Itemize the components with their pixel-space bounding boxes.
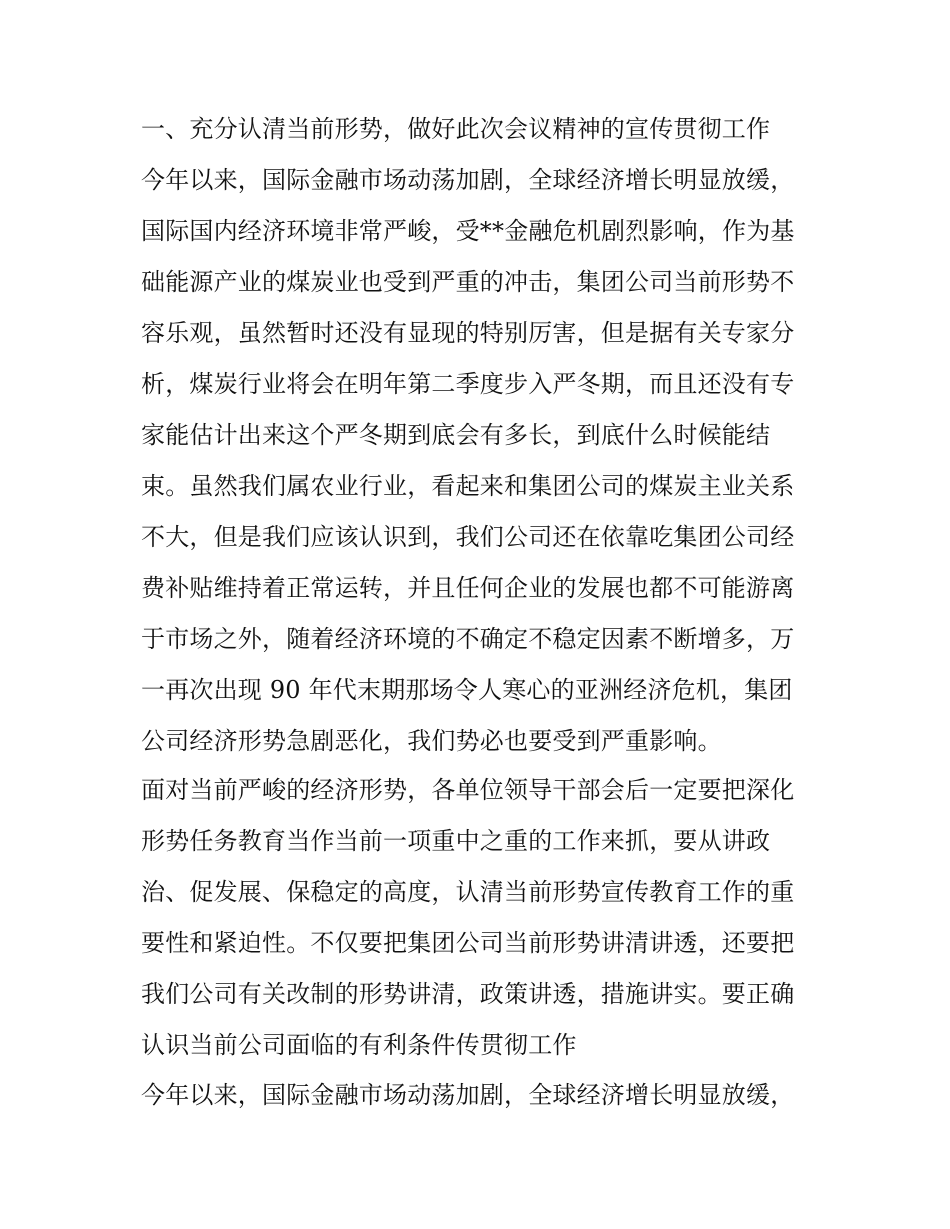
text-line: 我们公司有关改制的形势讲清，政策讲透，措施讲实。要正确 bbox=[141, 980, 795, 1008]
text-line: 不大，但是我们应该认识到，我们公司还在依靠吃集团公司经 bbox=[141, 523, 795, 551]
text-line: 容乐观，虽然暂时还没有显现的特别厉害，但是据有关专家分 bbox=[141, 319, 795, 347]
text-line: 形势任务教育当作当前一项重中之重的工作来抓，要从讲政 bbox=[141, 827, 771, 855]
heading-line: 一、充分认清当前形势，做好此次会议精神的宣传贯彻工作 bbox=[141, 115, 771, 143]
text-line: 础能源产业的煤炭业也受到严重的冲击，集团公司当前形势不 bbox=[141, 268, 795, 296]
text-line: 公司经济形势急剧恶化，我们势必也要受到严重影响。 bbox=[141, 727, 722, 755]
text-line: 认识当前公司面临的有利条件传贯彻工作 bbox=[141, 1031, 577, 1059]
text-line: 于市场之外，随着经济环境的不确定不稳定因素不断增多，万 bbox=[141, 625, 795, 653]
text-line: 面对当前严峻的经济形势，各单位领导干部会后一定要把深化 bbox=[141, 776, 795, 804]
text-line: 今年以来，国际金融市场动荡加剧，全球经济增长明显放缓， bbox=[141, 166, 795, 194]
text-line: 束。虽然我们属农业行业，看起来和集团公司的煤炭主业关系 bbox=[141, 472, 795, 500]
text-line: 今年以来，国际金融市场动荡加剧，全球经济增长明显放缓， bbox=[141, 1081, 795, 1109]
text-line: 析，煤炭行业将会在明年第二季度步入严冬期，而且还没有专 bbox=[141, 370, 795, 398]
text-line: 费补贴维持着正常运转，并且任何企业的发展也都不可能游离 bbox=[141, 574, 795, 602]
text-line: 家能估计出来这个严冬期到底会有多长，到底什么时候能结 bbox=[141, 421, 771, 449]
text-line: 一再次出现 90 年代末期那场令人寒心的亚洲经济危机，集团 bbox=[141, 676, 793, 704]
text-line: 国际国内经济环境非常严峻，受**金融危机剧烈影响，作为基 bbox=[141, 217, 795, 245]
text-line: 要性和紧迫性。不仅要把集团公司当前形势讲清讲透，还要把 bbox=[141, 929, 795, 957]
text-line: 治、促发展、保稳定的高度，认清当前形势宣传教育工作的重 bbox=[141, 878, 795, 906]
